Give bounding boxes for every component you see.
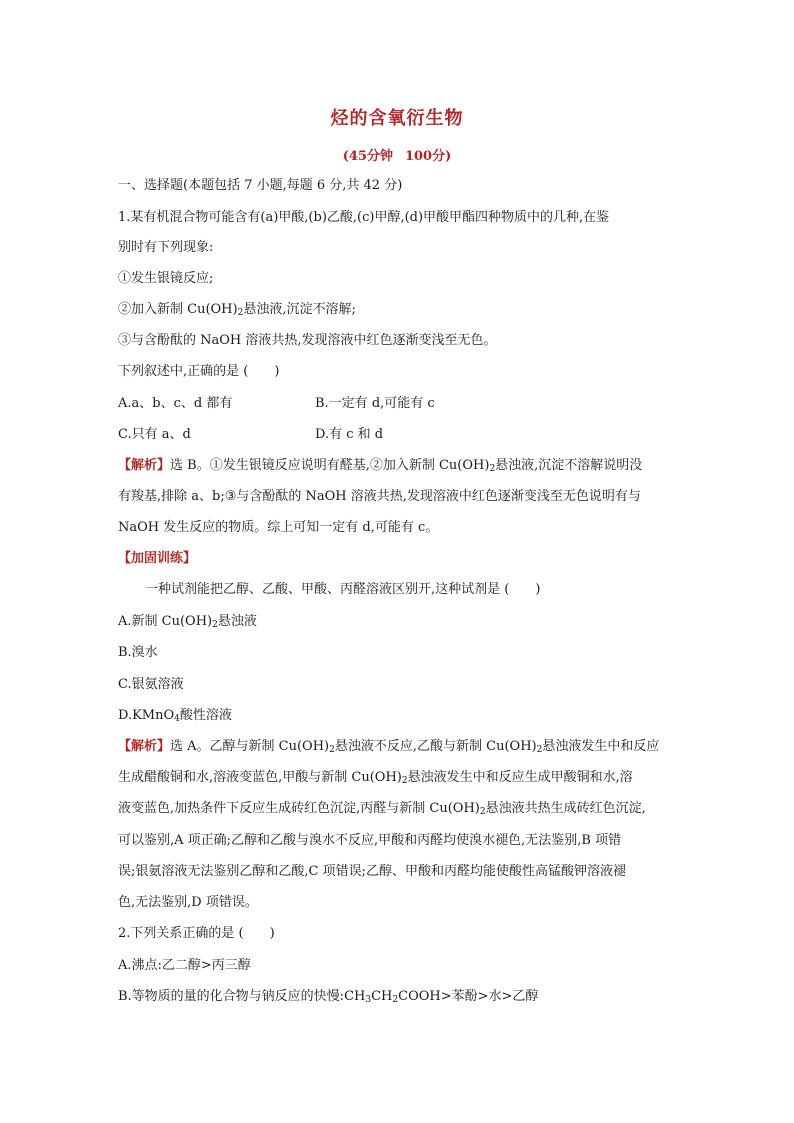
practice-analysis-line6: 色,无法鉴别,D 项错误。 [118,895,258,910]
q1-observation-1: ①发生银镜反应; [118,271,214,286]
analysis-tag: 【解析】 [118,458,171,473]
q1-option-a: A.a、b、c、d 都有 [118,396,233,411]
practice-option-b: B.溴水 [118,645,158,660]
q1-option-b: B.一定有 d,可能有 c [315,396,435,411]
practice-option-c: C.银氨溶液 [118,677,184,692]
page-subtitle [0,145,794,164]
practice-analysis-line3: 液变蓝色,加热条件下反应生成砖红色沉淀,丙醛与新制 $Cu(OH)_2$悬浊液共热生成砖红色沉淀, [118,801,646,817]
practice-stem: 一种试剂能把乙醇、乙酸、甲酸、丙醛溶液区别开,这种试剂是 ( ) [145,582,541,597]
section-heading: 一、选择题(本题包括 7 小题,每题 6 分,共 42 分) [118,178,403,193]
practice-option-d: D.KMnO$_4$酸性溶液 [118,708,232,724]
total-score: 100分) [404,149,452,164]
q1-analysis-line2: 有羧基,排除 a、b;③与含酚酞的 NaOH 溶液共热,发现溶液中红色逐渐变浅至无色说明有与 [118,489,641,504]
practice-analysis-line1: 【解析】选 A。乙醇与新制 $Cu(OH)_2$悬浊液不反应,乙酸与新制 $Cu(OH)_2$悬浊液发生中和反应 [118,739,660,755]
q1-stem-line2: 别时有下列现象: [118,240,214,255]
q1-stem-line1: 1.某有机混合物可能含有(a)甲酸,(b)乙酸,(c)甲醇,(d)甲酸甲酯四种物质中的几种,在鉴 [118,210,610,225]
time-limit: (45分钟 [342,149,393,164]
q1-analysis-line3: NaOH 发生反应的物质。综上可知一定有 d,可能有 c。 [118,520,439,535]
practice-option-a: A.新制 $Cu(OH)_2$悬浊液 [118,614,257,630]
q1-option-d: D.有 c 和 d [315,427,384,442]
q1-analysis-line1: 【解析】选 B。①发生银镜反应说明有醛基,②加入新制 $Cu(OH)_2$悬浊液,沉淀不溶解说明没 [118,458,643,474]
q2-option-b: B.等物质的量的化合物与钠反应的快慢$:CH_3CH_2COOH>$苯酚>水>乙醇 [118,989,539,1005]
q2-option-a: A.沸点:乙二醇>丙三醇 [118,958,251,973]
page-title: 烃的含氧衍生物 [330,108,464,129]
q1-observation-3: ③与含酚酞的 NaOH 溶液共热,发现溶液中红色逐渐变浅至无色。 [118,333,497,348]
q1-observation-2: ②加入新制 $Cu(OH)_2$悬浊液,沉淀不溶解; [118,302,356,318]
practice-tag: 【加固训练】 [118,551,197,566]
practice-analysis-line4: 可以鉴别,A 项正确;乙醇和乙酸与溴水不反应,甲酸和丙醛均使溴水褪色,无法鉴别,B 项错 [118,833,622,848]
practice-analysis-line5: 误;银氨溶液无法鉴别乙醇和乙酸,C 项错误;乙醇、甲酸和丙醛均能使酸性高锰酸钾溶液褪 [118,864,626,879]
q1-question: 下列叙述中,正确的是 ( ) [118,364,280,379]
analysis-tag: 【解析】 [118,739,171,754]
q2-stem: 2.下列关系正确的是 ( ) [118,926,275,941]
q1-option-c: C.只有 a、d [118,427,191,442]
practice-analysis-line2: 生成醋酸铜和水,溶液变蓝色,甲酸与新制 $Cu(OH)_2$悬浊液发生中和反应生成甲酸铜和水,溶 [118,770,633,786]
